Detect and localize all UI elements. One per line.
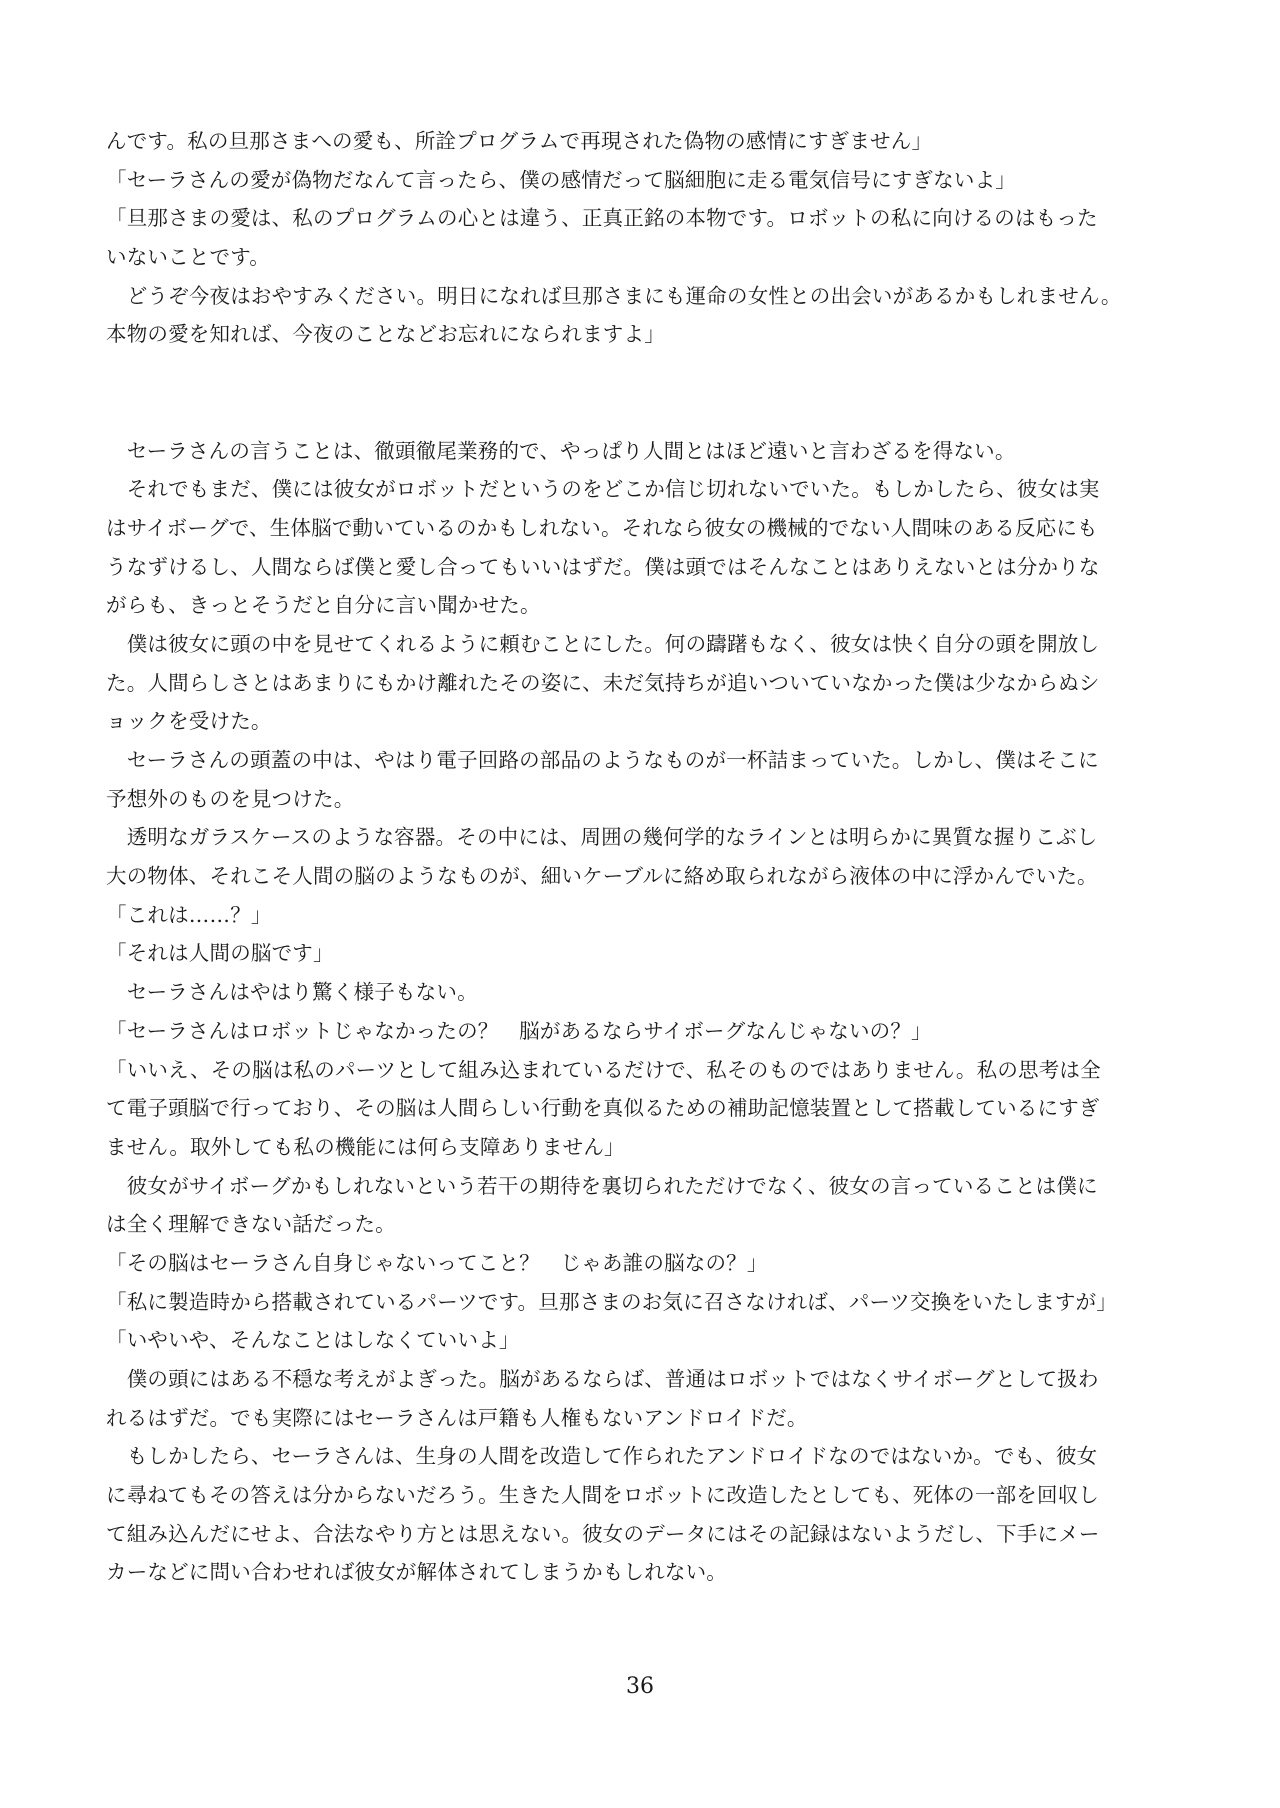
text-line: 「それは人間の脳です」 <box>106 941 334 966</box>
text-line: 「いいえ、その脳は私のパーツとして組み込まれているだけで、私そのものではありません。私の思考は全 <box>106 1057 1101 1082</box>
text-line: セーラさんの言うことは、徹頭徹尾業務的で、やっぱり人間とはほど遠いと言わざるを得ない。 <box>106 438 1016 463</box>
text-line: もしかしたら、セーラさんは、生身の人間を改造して作られたアンドロイドなのではないか。でも、彼女 <box>106 1444 1098 1469</box>
text-line: ョックを受けた。 <box>106 709 272 734</box>
text-line: セーラさんの頭蓋の中は、やはり電子回路の部品のようなものが一杯詰まっていた。しかし、僕はそこに <box>106 748 1099 772</box>
text-line: 「その脳はセーラさん自身じゃないってこと？ じゃあ誰の脳なの？」 <box>106 1250 768 1275</box>
text-line: 僕は彼女に頭の中を見せてくれるように頼むことにした。何の躊躇もなく、彼女は快く自分の頭を開放し <box>106 631 1100 656</box>
body-text <box>106 122 1191 1592</box>
text-line: 大の物体、それこそ人間の脳のようなものが、細いケーブルに絡め取られながら液体の中に浮かんでいた。 <box>106 864 1098 889</box>
scene-break <box>106 393 1191 432</box>
text-line: それでもまだ、僕には彼女がロボットだというのをどこか信じ切れないでいた。もしかしたら、彼女は実 <box>106 477 1100 502</box>
text-line: がらも、きっとそうだと自分に言い聞かせた。 <box>106 593 541 618</box>
page-number: 36 <box>626 1674 654 1699</box>
text-line: うなずけるし、人間ならば僕と愛し合ってもいいはずだ。僕は頭ではそんなことはありえないとは分かりな <box>106 554 1100 579</box>
text-line: れるはずだ。でも実際にはセーラさんは戸籍も人権もないアンドロイドだ。 <box>106 1405 808 1430</box>
text-line: どうぞ今夜はおやすみください。明日になれば旦那さまにも運命の女性との出会いがあるかもしれません。 <box>106 283 1122 308</box>
text-line: 透明なガラスケースのような容器。その中には、周囲の幾何学的なラインとは明らかに異質な握りこぶし <box>106 825 1098 850</box>
text-line: 「セーラさんはロボットじゃなかったの？ 脳があるならサイボーグなんじゃないの？」 <box>106 1018 932 1043</box>
text-line: セーラさんはやはり驚く様子もない。 <box>106 980 478 1005</box>
text-line: ません。取外しても私の機能には何ら支障ありません」 <box>106 1134 625 1159</box>
text-line: て組み込んだにせよ、合法なやり方とは思えない。彼女のデータにはその記録はないようだし、下手にメー <box>106 1521 1100 1546</box>
text-line: 本物の愛を知れば、今夜のことなどお忘れになられますよ」 <box>106 322 665 347</box>
text-line: 「セーラさんの愛が偽物だなんて言ったら、僕の感情だって脳細胞に走る電気信号にすぎないよ」 <box>106 167 1016 192</box>
text-line: 「私に製造時から搭載されているパーツです。旦那さまのお気に召さなければ、パーツ交換をいたしますが」 <box>106 1289 1118 1314</box>
text-line: いないことです。 <box>106 245 270 270</box>
text-line: 予想外のものを見つけた。 <box>106 786 355 811</box>
text-line: 「これは……？」 <box>106 902 272 927</box>
scene-break <box>106 354 1191 393</box>
text-line: 「旦那さまの愛は、私のプログラムの心とは違う、正真正銘の本物です。ロボットの私に向けるのはもった <box>106 206 1098 231</box>
text-line: んです。私の旦那さまへの愛も、所詮プログラムで再現された偽物の感情にすぎません」 <box>106 129 933 153</box>
text-line: た。人間らしさとはあまりにもかけ離れたその姿に、未だ気持ちが追いついていなかった僕は少なからぬシ <box>106 670 1100 695</box>
text-line: はサイボーグで、生体脳で動いているのかもしれない。それなら彼女の機械的でない人間味のある反応にも <box>106 515 1098 540</box>
text-line: 彼女がサイボーグかもしれないという若干の期待を裏切られただけでなく、彼女の言っていることは僕に <box>106 1173 1098 1198</box>
text-line: カーなどに問い合わせれば彼女が解体されてしまうかもしれない。 <box>106 1560 727 1585</box>
text-line: は全く理解できない話だった。 <box>106 1212 396 1237</box>
text-line: に尋ねてもその答えは分からないだろう。生きた人間をロボットに改造したとしても、死体の一部を回収し <box>106 1483 1100 1508</box>
text-line: 僕の頭にはある不穏な考えがよぎった。脳があるならば、普通はロボットではなくサイボーグとして扱わ <box>106 1367 1099 1391</box>
text-line: て電子頭脳で行っており、その脳は人間らしい行動を真似るための補助記憶装置として搭載しているにすぎ <box>106 1096 1100 1121</box>
text-line: 「いやいや、そんなことはしなくていいよ」 <box>106 1328 520 1353</box>
